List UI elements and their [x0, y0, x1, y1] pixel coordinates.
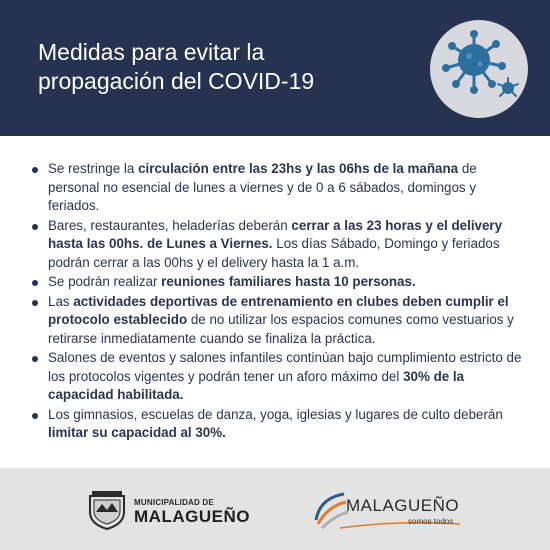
list-item [32, 273, 522, 292]
list-item [32, 349, 522, 405]
text: Se restringe la [48, 161, 139, 176]
text: Salones de eventos y salones infantiles continúan bajo cumplimiento estricto de los protocolos vigentes y podrán tener un aforo máximo del [48, 350, 522, 384]
bullet-dot-icon [32, 356, 38, 362]
brand-name: MALAGUEÑO [346, 496, 460, 515]
municipal-crest-icon [86, 490, 128, 530]
bullet-dot-icon [32, 224, 38, 230]
measures-list [32, 160, 522, 443]
text: Los días Sábado, Domingo y feriados podrán cerrar a las 00hs y el delivery hasta la 1 a.m. [48, 236, 500, 270]
brand-tagline: somos todos [408, 517, 454, 526]
bold-text: limitar su capacidad al 30%. [48, 425, 226, 440]
text: Las [48, 293, 74, 309]
text: de no utilizar los espacios comunes como vestuarios y retirarse inmediatamente cuando se finaliza la práctica. [48, 312, 514, 346]
title-line-2: propagación del COVID-19 [38, 68, 315, 94]
muni-label: MUNICIPALIDAD DE [134, 498, 214, 507]
malagueno-brand-logo [310, 484, 470, 534]
header-divider [0, 136, 550, 144]
text: Se podrán realizar [48, 274, 162, 289]
text: Los gimnasios, escuelas de danza, yoga, iglesias y lugares de culto deberán [48, 406, 503, 422]
list-item [32, 217, 522, 273]
list-item [32, 406, 522, 443]
muni-name: MALAGUEÑO [134, 507, 250, 526]
title-line-1: Medidas para evitar la [38, 39, 265, 65]
bullet-dot-icon [32, 300, 38, 306]
bold-text: circulación entre las 23hs y las 06hs de la mañana [138, 161, 459, 176]
text: Bares, restaurantes, heladerías deberán [48, 217, 292, 233]
list-item [32, 160, 522, 216]
header-banner [0, 0, 550, 136]
footer-logos [0, 468, 550, 550]
page-title [38, 38, 398, 96]
bold-text: 30% de la capacidad habilitada. [48, 368, 465, 402]
bold-text: actividades deportivas de entrenamiento en clubes deben cumplir el protocolo establecido [48, 293, 509, 327]
list-item [32, 293, 522, 349]
bold-text: reuniones familiares hasta 10 personas. [161, 274, 416, 289]
measures-list-container [32, 160, 522, 444]
bold-text: cerrar a las 23 horas y el delivery hasta las 00hs. de Lunes a Viernes. [48, 217, 503, 251]
bullet-dot-icon [32, 280, 38, 286]
municipalidad-logo [86, 490, 266, 530]
bullet-dot-icon [32, 413, 38, 419]
coronavirus-icon [430, 20, 528, 118]
text: de personal no esencial de lunes a viernes y de 0 a 6 sábados, domingos y feriados. [48, 161, 477, 213]
bullet-dot-icon [32, 167, 38, 173]
